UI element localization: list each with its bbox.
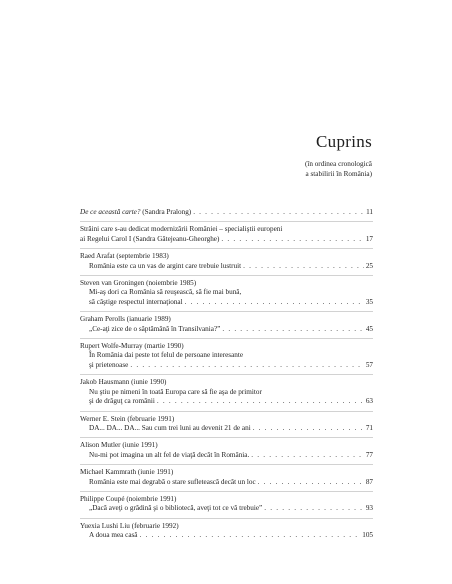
toc-entry (80, 378, 373, 406)
entry-title-line: Nu ştiu pe nimeni în toată Europa care să fie aşa de primitor (89, 387, 262, 396)
page-number: 17 (365, 234, 373, 243)
toc-entry (80, 315, 373, 334)
table-of-contents (80, 208, 373, 541)
entry-title-line: ai Regelui Carol I (Sandra Gâtejeanu-Gheorghe) (80, 234, 220, 243)
dot-leader (185, 298, 364, 307)
toc-entry (80, 225, 373, 244)
entry-author: Graham Perolls (ianuarie 1989) (80, 315, 171, 324)
page-number: 77 (365, 450, 373, 459)
entry-title-line: În România dai peste tot felul de persoane interesante (89, 351, 244, 360)
divider (80, 437, 373, 438)
entry-author: Alison Mutler (iunie 1991) (80, 441, 158, 450)
dot-leader (130, 361, 363, 370)
entry-author: Rupert Wolfe-Murray (martie 1990) (80, 342, 184, 351)
entry-author: Jakob Hausmann (iunie 1990) (80, 378, 167, 387)
page-number: 45 (365, 324, 373, 333)
toc-entry (80, 252, 373, 271)
divider (80, 221, 373, 222)
dot-leader (264, 504, 364, 513)
page-subtitle (232, 160, 372, 179)
divider (80, 338, 373, 339)
entry-title: De ce această carte? (Sandra Pralong) (80, 208, 192, 216)
divider (80, 374, 373, 375)
entry-title-line: şi prietenoase (89, 360, 129, 369)
toc-entry (80, 342, 373, 370)
toc-entry (80, 468, 373, 487)
entry-title-line: să câştige respectul internaţional (89, 297, 183, 306)
entry-title-line: Mi-aş dori ca România să reuşească, să fie mai bună, (89, 288, 242, 297)
entry-title: „Ce-aţi zice de o săptămână în Transilvania?” (89, 324, 221, 333)
divider (80, 491, 373, 492)
divider (80, 248, 373, 249)
entry-title: România este mai degrabă o stare sufletească decât un loc (89, 477, 256, 486)
page-number: 93 (365, 504, 373, 513)
page-number: 87 (365, 477, 373, 486)
divider (80, 311, 373, 312)
entry-title: România este ca un vas de argint care trebuie lustruit (89, 261, 242, 270)
divider (80, 275, 373, 276)
toc-entry (80, 279, 373, 307)
subtitle-line: (în ordinea cronologică (304, 160, 372, 168)
entry-author: Philippe Coupé (noiembrie 1991) (80, 494, 177, 503)
dot-leader (258, 478, 364, 487)
subtitle-line: a stabilirii în România) (305, 169, 372, 178)
page-number: 57 (365, 360, 373, 369)
entry-title-line: şi de drăguţ ca românii (89, 397, 155, 406)
entry-title: DA... DA... DA... Sau cum trei luni au devenit 21 de ani (89, 423, 251, 432)
dot-leader (221, 235, 363, 244)
page-number: 105 (362, 531, 373, 540)
entry-author: Yuexia Lushi Liu (februarie 1992) (80, 521, 179, 530)
dot-leader (193, 208, 364, 217)
entry-author: Steven van Groningen (noiembrie 1985) (80, 279, 197, 288)
toc-entry (80, 522, 373, 541)
divider (80, 464, 373, 465)
page-number: 71 (365, 423, 373, 432)
page-number: 63 (365, 397, 373, 406)
divider (80, 411, 373, 412)
entry-title: „Dacă aveţi o grădină şi o bibliotecă, aveţi tot ce vă trebuie” (89, 504, 263, 513)
toc-entry (80, 495, 373, 514)
entry-author: Werner E. Stein (februarie 1991) (80, 414, 175, 423)
entry-title: Nu-mi pot imagina un alt fel de viaţă decât în România. (89, 450, 250, 459)
divider (80, 518, 373, 519)
dot-leader (243, 262, 364, 271)
dot-leader (222, 325, 363, 334)
toc-entry (80, 208, 373, 217)
entry-author: Michael Kammrath (iunie 1991) (80, 468, 174, 477)
dot-leader (140, 531, 361, 540)
toc-entry (80, 441, 373, 460)
entry-author: Raed Arafat (septembrie 1983) (80, 252, 169, 261)
dot-leader (253, 424, 364, 433)
page-title: Cuprins (316, 132, 372, 151)
toc-entry (80, 415, 373, 434)
dot-leader (157, 397, 364, 406)
dot-leader (251, 451, 364, 460)
page-number: 11 (366, 208, 373, 216)
page-number: 25 (365, 261, 373, 270)
entry-title-line: Străini care s-au dedicat modernizării României – specialiştii europeni (80, 225, 283, 234)
entry-title: A doua mea casă (89, 531, 138, 540)
page-number: 35 (365, 297, 373, 306)
